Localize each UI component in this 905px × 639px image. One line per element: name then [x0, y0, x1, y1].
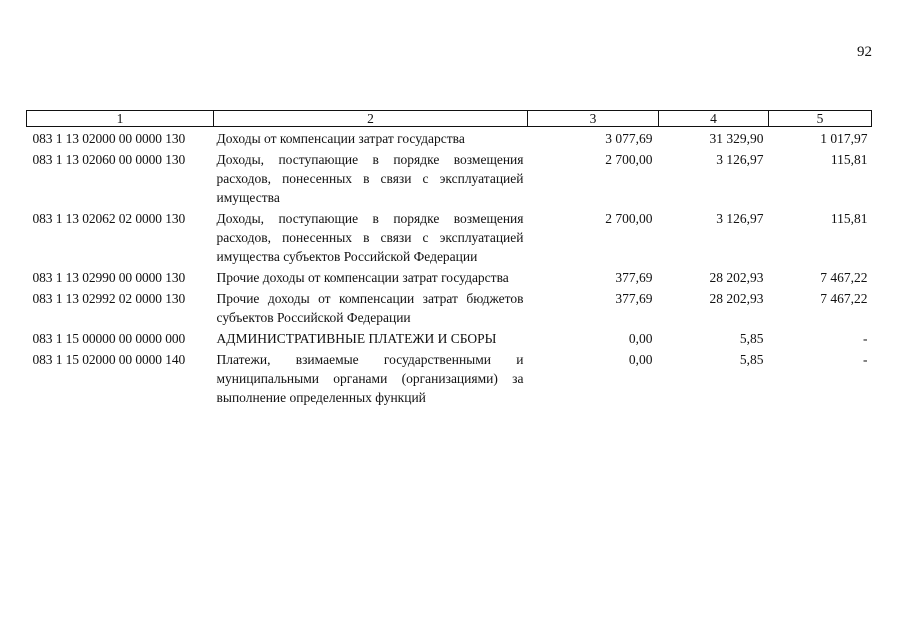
table-row [27, 348, 872, 407]
row-value-col4: 28 202,93 [709, 291, 764, 306]
table-row [27, 327, 872, 348]
row-name: Прочие доходы от компенсации затрат государства [216, 270, 509, 285]
row-code: 083 1 13 02990 00 0000 130 [32, 270, 186, 285]
row-value-col5: 7 467,22 [820, 291, 868, 306]
budget-revenue-table [26, 110, 872, 407]
row-value-col4: 3 126,97 [716, 211, 764, 226]
row-name: Платежи, взимаемые государственными и муниципальными органами (организациями) за выполнение определенных функций [216, 352, 524, 405]
row-code: 083 1 13 02060 00 0000 130 [32, 152, 186, 167]
header-col-2: 2 [214, 111, 528, 127]
row-name: Доходы, поступающие в порядке возмещения расходов, понесенных в связи с эксплуатацией имущества субъектов Российской Федерации [216, 211, 524, 264]
row-code: 083 1 15 00000 00 0000 000 [32, 331, 186, 346]
page-number: 92 [857, 44, 872, 60]
table-row [27, 148, 872, 207]
row-value-col4: 31 329,90 [709, 131, 764, 146]
row-value-col3: 377,69 [615, 291, 653, 306]
row-value-col3: 377,69 [615, 270, 653, 285]
table-header-row [27, 111, 872, 127]
header-col-3: 3 [528, 111, 659, 127]
row-value-col4: 5,85 [739, 352, 764, 367]
row-name: АДМИНИСТРАТИВНЫЕ ПЛАТЕЖИ И СБОРЫ [216, 331, 497, 346]
row-code: 083 1 13 02992 02 0000 130 [32, 291, 186, 306]
row-value-col3: 2 700,00 [605, 211, 653, 226]
row-name: Доходы, поступающие в порядке возмещения расходов, понесенных в связи с эксплуатацией имущества [216, 152, 524, 205]
table-row [27, 207, 872, 266]
table-row [27, 287, 872, 327]
row-value-col4: 5,85 [739, 331, 764, 346]
row-value-col4: 28 202,93 [709, 270, 764, 285]
table-row [27, 127, 872, 149]
row-code: 083 1 13 02000 00 0000 130 [32, 131, 186, 146]
header-col-4: 4 [659, 111, 769, 127]
row-value-col5: - [863, 352, 868, 367]
row-value-col5: 115,81 [830, 211, 868, 226]
table-row [27, 266, 872, 287]
header-col-5: 5 [769, 111, 872, 127]
row-value-col5: 7 467,22 [820, 270, 868, 285]
row-code: 083 1 13 02062 02 0000 130 [32, 211, 186, 226]
row-value-col3: 3 077,69 [605, 131, 653, 146]
row-value-col4: 3 126,97 [716, 152, 764, 167]
header-col-1: 1 [27, 111, 214, 127]
row-name: Доходы от компенсации затрат государства [216, 131, 465, 146]
row-value-col3: 2 700,00 [605, 152, 653, 167]
row-name: Прочие доходы от компенсации затрат бюджетов субъектов Российской Федерации [216, 291, 524, 325]
row-value-col5: 115,81 [830, 152, 868, 167]
row-code: 083 1 15 02000 00 0000 140 [32, 352, 186, 367]
row-value-col3: 0,00 [628, 331, 653, 346]
row-value-col5: 1 017,97 [820, 131, 868, 146]
row-value-col3: 0,00 [628, 352, 653, 367]
row-value-col5: - [863, 331, 868, 346]
